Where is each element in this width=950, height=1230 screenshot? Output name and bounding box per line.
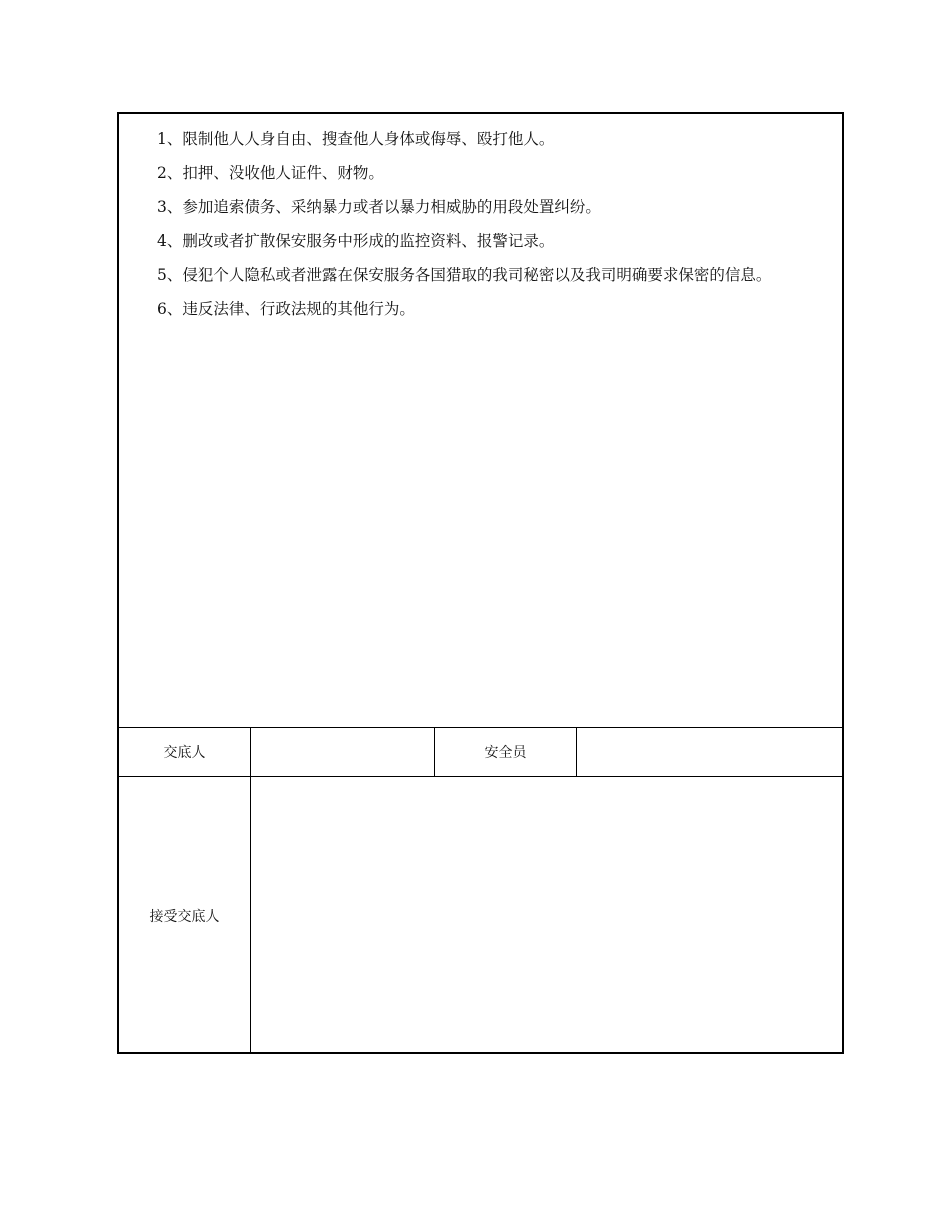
handover-person-label: 交底人: [119, 727, 251, 776]
handover-person-field[interactable]: [251, 727, 435, 776]
rules-section: [119, 114, 842, 728]
recipient-label: 接受交底人: [119, 777, 251, 1054]
rule-item-4: 4、删改或者扩散保安服务中形成的监控资料、报警记录。: [157, 232, 555, 250]
recipient-signature-field[interactable]: [251, 777, 842, 1054]
rule-item-1: 1、限制他人人身自由、搜查他人身体或侮辱、殴打他人。: [157, 130, 555, 148]
disclosure-form: [117, 112, 844, 1054]
rule-item-6: 6、违反法律、行政法规的其他行为。: [157, 300, 415, 318]
safety-officer-label: 安全员: [435, 727, 577, 776]
rule-item-5: 5、侵犯个人隐私或者泄露在保安服务各国猎取的我司秘密以及我司明确要求保密的信息。: [157, 266, 772, 284]
safety-officer-field[interactable]: [577, 727, 842, 776]
signature-row: [119, 727, 842, 777]
rule-item-3: 3、参加追索债务、采纳暴力或者以暴力相威胁的用段处置纠纷。: [157, 198, 601, 216]
rule-item-2: 2、扣押、没收他人证件、财物。: [157, 164, 384, 182]
rules-list: [119, 122, 844, 326]
recipient-row: [119, 777, 842, 1054]
